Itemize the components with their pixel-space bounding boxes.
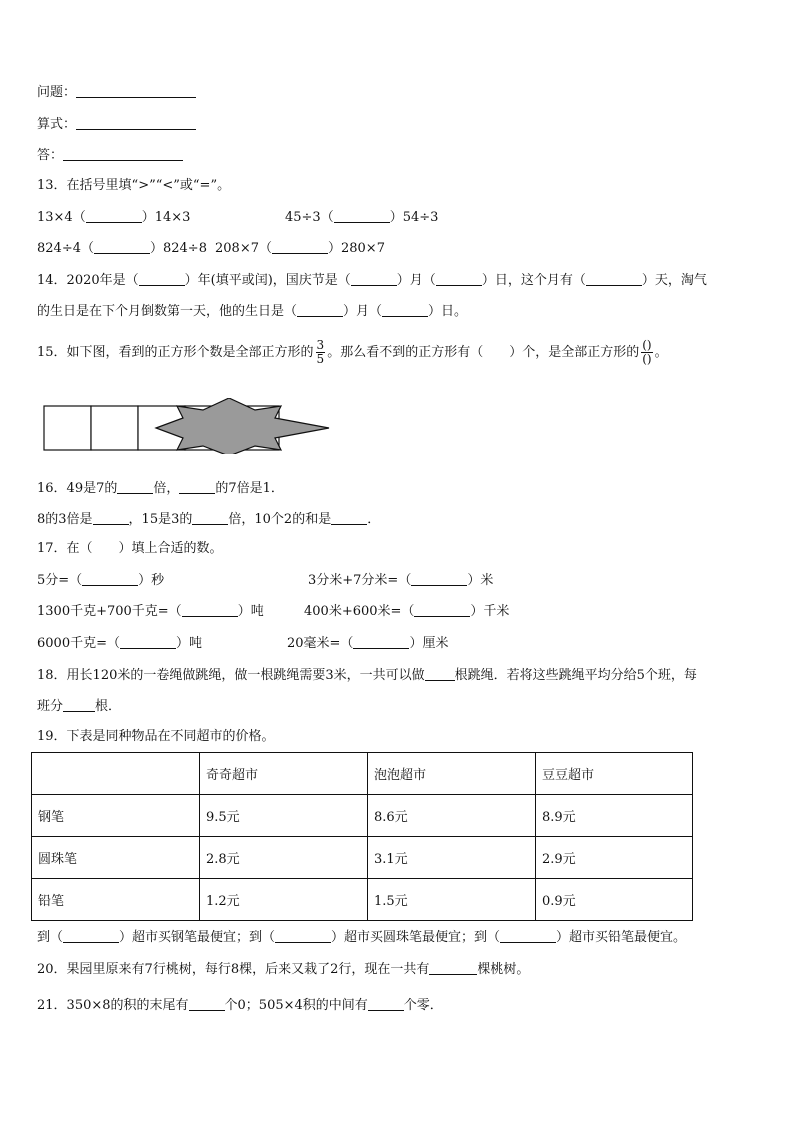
star-cover (156, 398, 329, 454)
fraction (316, 339, 326, 366)
q18-line-2 (37, 697, 121, 716)
answer-label: 答： (37, 148, 64, 163)
q13-r1b-right: ）54÷3 (389, 210, 439, 225)
formula-label: 算式： (37, 117, 77, 132)
blank[interactable] (272, 239, 328, 254)
q16-line-2 (37, 510, 380, 529)
q14-line-1 (37, 271, 707, 290)
q17-row-2a (37, 602, 264, 621)
table-cell: 2.9元 (536, 837, 693, 879)
q15-line (37, 338, 668, 368)
q17-row-3a (37, 634, 202, 653)
q14-text: ）月（ (396, 273, 436, 288)
q13-row-2a (37, 239, 207, 258)
q17-text: ）米 (467, 573, 494, 588)
blank[interactable] (63, 928, 119, 943)
table-cell: 铅笔 (32, 879, 200, 921)
table-cell: 1.2元 (200, 879, 368, 921)
q19-text: 到（ (37, 930, 64, 945)
fraction-blank[interactable] (641, 339, 652, 366)
table-row (32, 837, 693, 879)
blank[interactable] (500, 928, 556, 943)
blank[interactable] (351, 271, 397, 286)
q18-text: 根． (95, 699, 122, 714)
price-table (31, 752, 693, 921)
q14-text: 的生日是在下个月倒数第一天，他的生日是（ (37, 304, 298, 319)
q19-text: ）超市买铅笔最便宜。 (556, 930, 687, 945)
blank[interactable] (86, 208, 142, 223)
answer-line (37, 146, 183, 165)
blank[interactable] (436, 271, 482, 286)
q21-line (37, 996, 443, 1015)
q18-text: 根跳绳．若将这些跳绳平均分给5个班，每 (454, 668, 697, 683)
blank[interactable] (382, 302, 428, 317)
q13-row-1b (285, 208, 438, 227)
q17-row-3b (287, 634, 448, 653)
q15-text: 。那么看不到的正方形有（ ）个，是全部正方形的 (327, 345, 640, 360)
q19-text: ）超市买圆珠笔最便宜；到（ (331, 930, 501, 945)
q20-line (37, 960, 529, 979)
blank[interactable] (76, 83, 196, 98)
q17-text: ）千米 (470, 604, 510, 619)
blank[interactable] (425, 666, 455, 681)
table-cell: 0.9元 (536, 879, 693, 921)
table-row (32, 795, 693, 837)
blank[interactable] (179, 479, 215, 494)
q18-text: 班分 (37, 699, 64, 714)
question-label: 问题： (37, 85, 77, 100)
q13-r2a-left: 824÷4（ (37, 241, 94, 256)
blank[interactable] (94, 239, 150, 254)
q17-row-1a (37, 571, 164, 590)
q21-text: 21．350×8的积的末尾有 (37, 998, 189, 1013)
blank[interactable] (63, 697, 95, 712)
q21-text: 个0；505×4积的中间有 (224, 998, 368, 1013)
q14-text: ）天，淘气 (641, 273, 707, 288)
q16-text: ． (367, 512, 381, 527)
q17-text: 6000千克=（ (37, 636, 120, 651)
blank[interactable] (275, 928, 331, 943)
table-cell: 圆珠笔 (32, 837, 200, 879)
q19-text: ）超市买钢笔最便宜；到（ (119, 930, 276, 945)
blank[interactable] (429, 960, 477, 975)
blank[interactable] (334, 208, 390, 223)
q13-row-2b (215, 239, 385, 258)
q17-text: ）吨 (237, 604, 264, 619)
q20-text: 20．果园里原来有7行桃树，每行8棵，后来又栽了2行，现在一共有 (37, 962, 430, 977)
blank[interactable] (368, 996, 404, 1011)
q14-line-2 (37, 302, 467, 321)
table-cell: 钢笔 (32, 795, 200, 837)
squares-figure (43, 398, 333, 454)
table-header-row (32, 753, 693, 795)
table-cell: 3.1元 (368, 837, 536, 879)
blank[interactable] (63, 146, 183, 161)
q13-r1a-left: 13×4（ (37, 210, 86, 225)
q13-r1a-right: ）14×3 (141, 210, 191, 225)
q18-line-1 (37, 666, 697, 685)
question-line (37, 83, 196, 102)
q19-title: 19．下表是同种物品在不同超市的价格。 (37, 729, 275, 744)
q17-text: ）秒 (138, 573, 165, 588)
blank[interactable] (76, 115, 196, 130)
blank[interactable] (192, 510, 228, 525)
table-header-cell: 泡泡超市 (368, 753, 536, 795)
q17-text: 3分米+7分米=（ (308, 573, 412, 588)
blank[interactable] (189, 996, 225, 1011)
q17-text: ）厘米 (409, 636, 449, 651)
q17-row-1b (308, 571, 493, 590)
q15-text: 15．如下图，看到的正方形个数是全部正方形的 (37, 345, 314, 360)
q13-r2b-left: 208×7（ (215, 241, 272, 256)
q20-text: 棵桃树。 (477, 962, 530, 977)
blank[interactable] (93, 510, 129, 525)
q16-text: ，15是3的 (128, 512, 193, 527)
blank[interactable] (139, 271, 185, 286)
table-cell: 8.9元 (536, 795, 693, 837)
q16-text: 的7倍是1． (215, 481, 284, 496)
q17-text: 20毫米=（ (287, 636, 354, 651)
table-cell: 8.6元 (368, 795, 536, 837)
q17-text: 1300千克+700千克=（ (37, 604, 182, 619)
table-row (32, 879, 693, 921)
q14-text: 14．2020年是（ (37, 273, 139, 288)
blank[interactable] (82, 571, 138, 586)
blank[interactable] (411, 571, 467, 586)
q16-text: 8的3倍是 (37, 512, 93, 527)
q13-row-1a (37, 208, 190, 227)
blank[interactable] (117, 479, 153, 494)
table-header-cell: 奇奇超市 (200, 753, 368, 795)
blank[interactable] (297, 302, 343, 317)
fraction-numerator: 3 (316, 338, 325, 352)
q16-line-1 (37, 479, 284, 498)
q14-text: ）日，这个月有（ (481, 273, 586, 288)
q13-r2a-right: ）824÷8 (149, 241, 207, 256)
q13-r1b-left: 45÷3（ (285, 210, 334, 225)
blank[interactable] (353, 634, 409, 649)
q21-text: 个零． (403, 998, 443, 1013)
q17-row-2b (304, 602, 509, 621)
q13-title: 13．在括号里填“>”“<”或“=”。 (37, 178, 231, 193)
fraction-denominator: 5 (316, 352, 325, 366)
formula-line (37, 115, 196, 134)
blank[interactable] (120, 634, 176, 649)
q19-after-line (37, 928, 686, 947)
square (91, 406, 138, 450)
square (44, 406, 91, 450)
q16-text: 倍， (153, 481, 180, 496)
squares-diagram (43, 398, 333, 454)
table-cell: 2.8元 (200, 837, 368, 879)
blank[interactable] (182, 602, 238, 617)
table-cell: 9.5元 (200, 795, 368, 837)
q14-text: ）月（ (343, 304, 383, 319)
q17-text: 400米+600米=（ (304, 604, 415, 619)
q14-text: ）日。 (428, 304, 468, 319)
blank[interactable] (331, 510, 367, 525)
q17-text: 5分=（ (37, 573, 83, 588)
table-header-cell (32, 753, 200, 795)
blank[interactable] (586, 271, 642, 286)
q15-text: 。 (654, 345, 668, 360)
q16-text: 倍，10个2的和是 (228, 512, 332, 527)
q14-text: ）年(填平或闰)，国庆节是（ (184, 273, 351, 288)
fraction-denominator: () (642, 352, 652, 366)
table-cell: 1.5元 (368, 879, 536, 921)
blank[interactable] (414, 602, 470, 617)
q16-text: 16．49是7的 (37, 481, 118, 496)
q17-text: ）吨 (175, 636, 202, 651)
q13-r2b-right: ）280×7 (327, 241, 385, 256)
q17-title: 17．在（ ）填上合适的数。 (37, 541, 223, 556)
fraction-numerator: () (642, 338, 652, 352)
table-header-cell: 豆豆超市 (536, 753, 693, 795)
q18-text: 18．用长120米的一卷绳做跳绳，做一根跳绳需要3米，一共可以做 (37, 668, 425, 683)
